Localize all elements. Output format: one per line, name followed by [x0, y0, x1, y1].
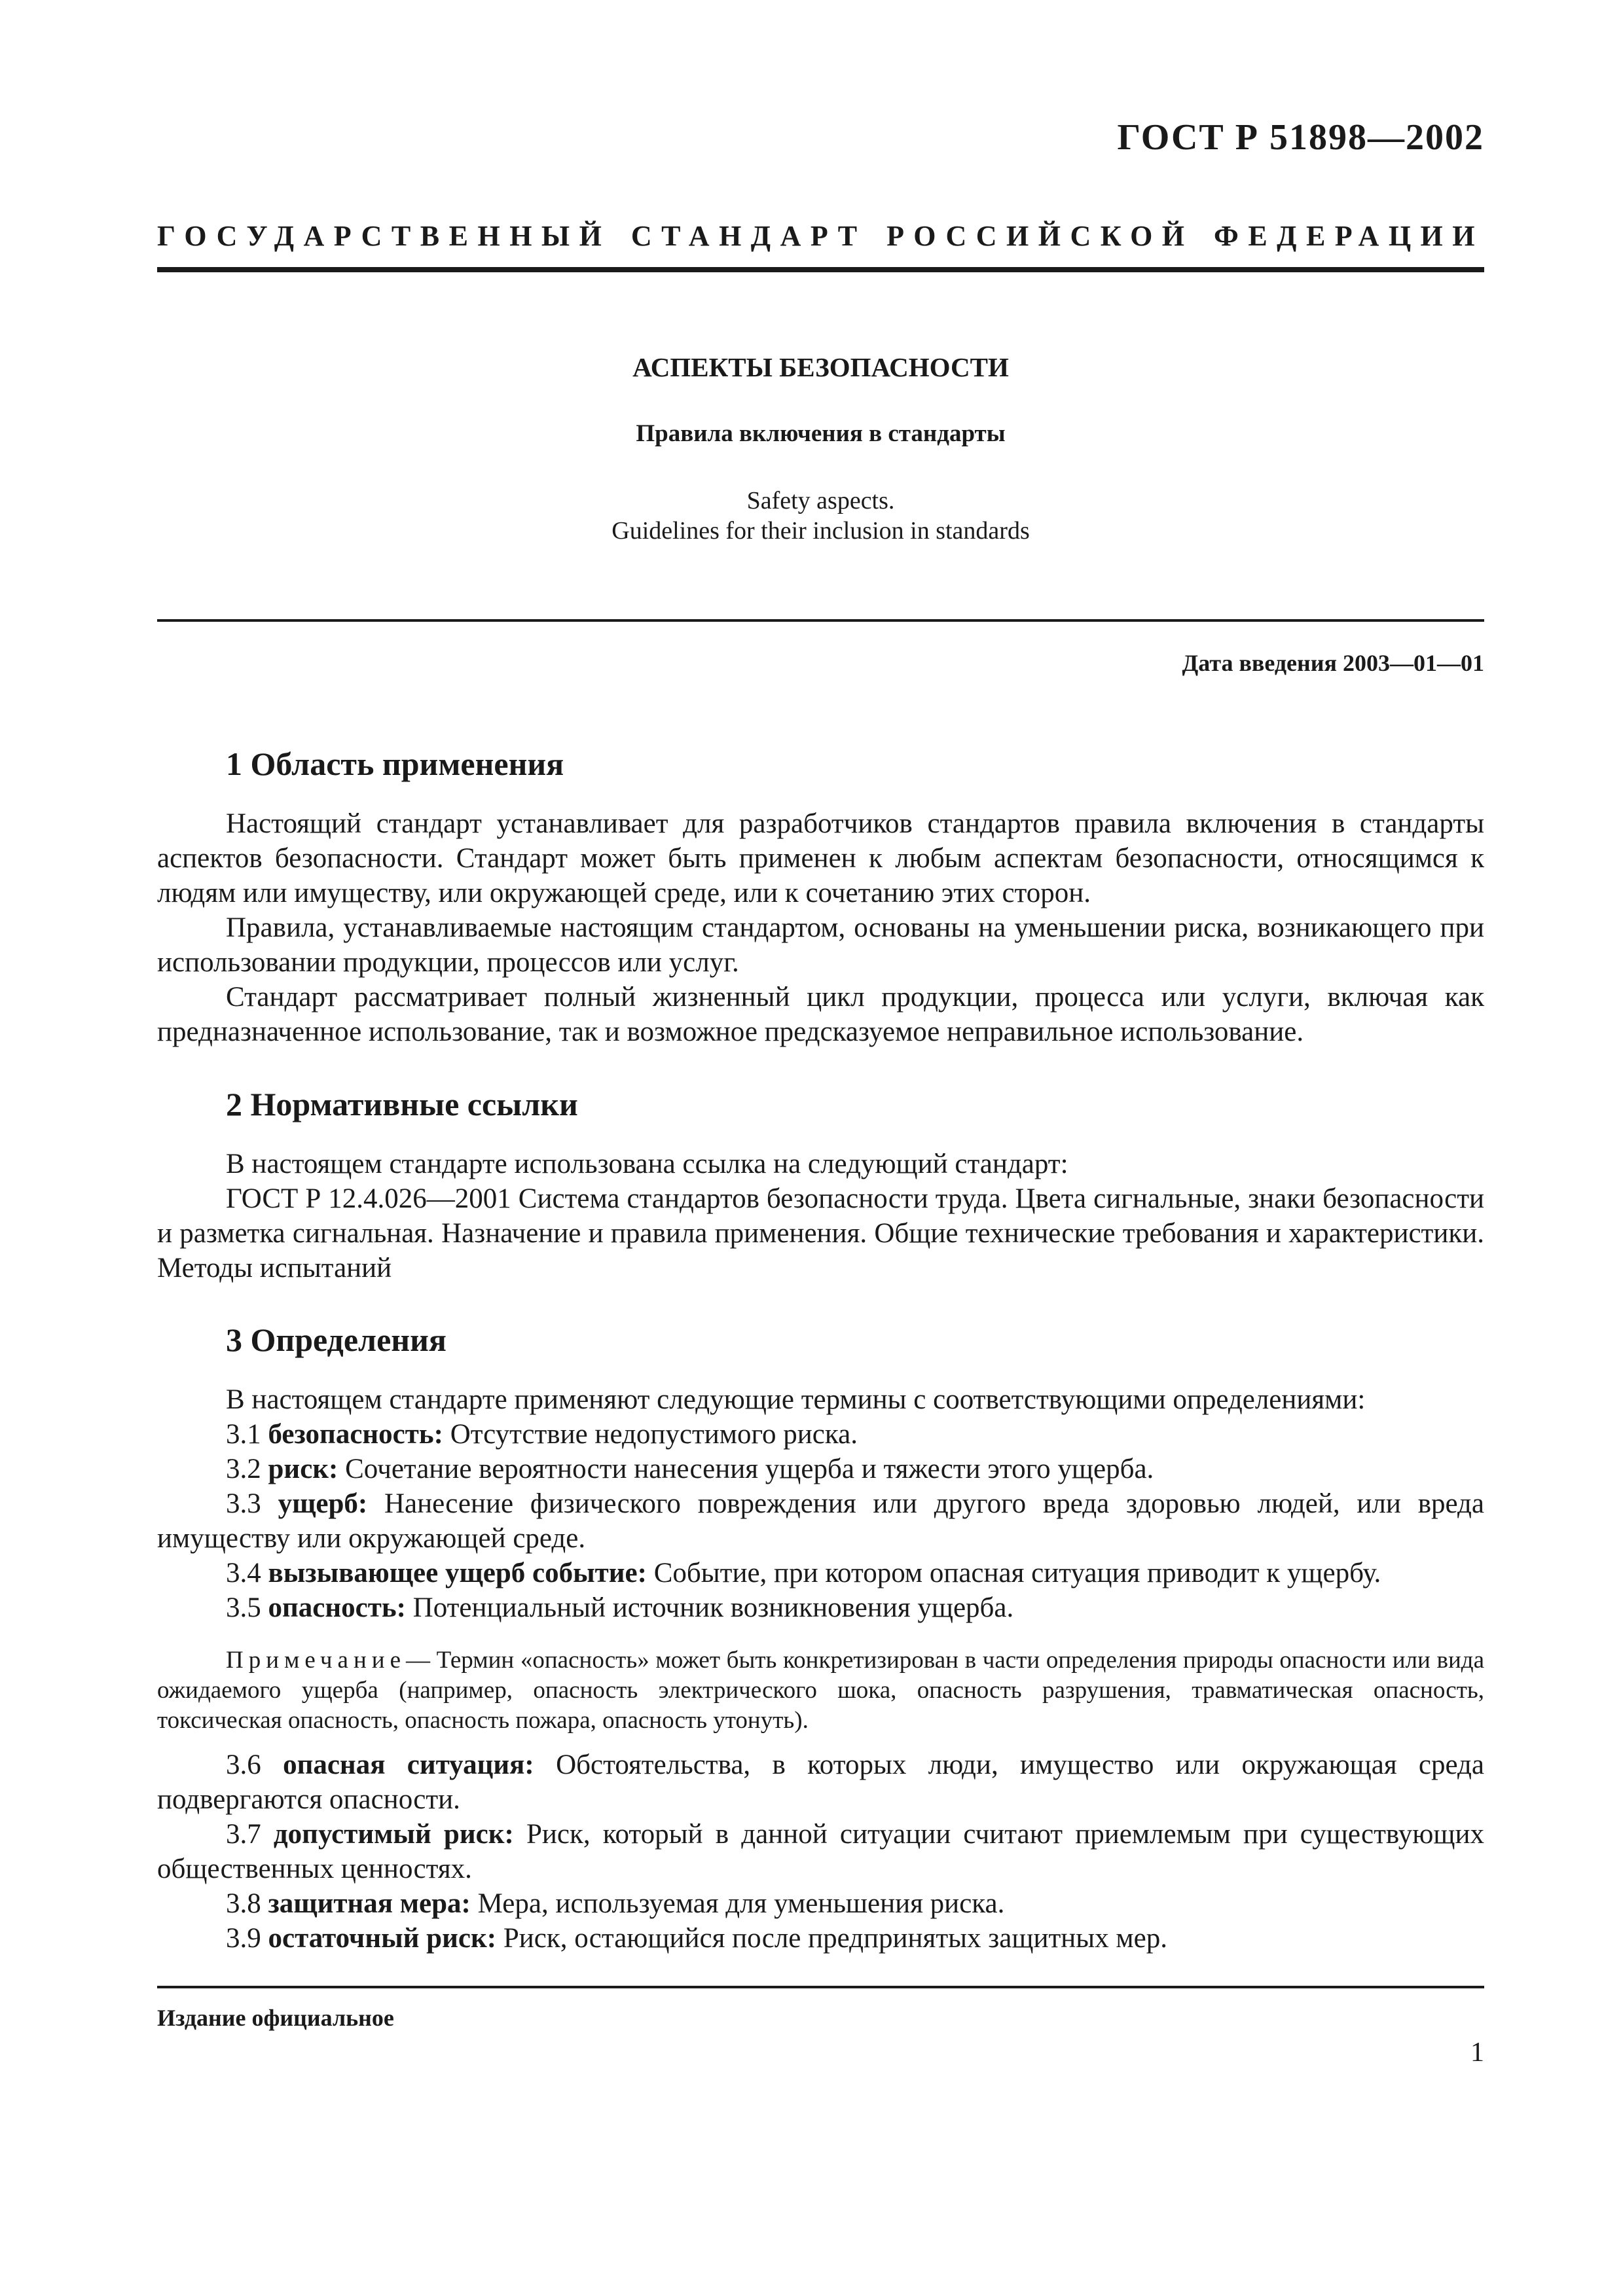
- definition-number: 3.2: [226, 1454, 261, 1484]
- definition-text: Отсутствие недопустимого риска.: [450, 1419, 858, 1450]
- note: [157, 1645, 1484, 1736]
- paragraph: Настоящий стандарт устанавливает для разработчиков стандартов правила включения в стандарты аспектов безопасности. Стандарт может быть применен к любым аспектам безопасности, относящимся к людям или имуществу, или окружающей среде, или к сочетанию этих сторон.: [157, 808, 1484, 908]
- definition-text: Нанесение физического повреждения или другого вреда здоровью людей, или вреда имуществу или окружающей среде.: [157, 1488, 1484, 1554]
- definition-term: безопасность:: [268, 1419, 443, 1450]
- paragraph: Правила, устанавливаемые настоящим стандартом, основаны на уменьшении риска, возникающего при использовании продукции, процессов или услуг.: [157, 912, 1484, 978]
- definition-term: остаточный риск:: [268, 1923, 497, 1954]
- definition-number: 3.8: [226, 1888, 261, 1919]
- definition-item: [157, 1556, 1484, 1590]
- standard-header: ГОСУДАРСТВЕННЫЙ СТАНДАРТ РОССИЙСКОЙ ФЕДЕРАЦИИ: [157, 220, 1484, 252]
- definition-text: Риск, остающийся после предпринятых защитных мер.: [503, 1923, 1167, 1954]
- definition-text: Сочетание вероятности нанесения ущерба и тяжести этого ущерба.: [345, 1454, 1154, 1484]
- definition-number: 3.4: [226, 1558, 261, 1588]
- definition-number: 3.6: [226, 1749, 261, 1780]
- title-divider: [157, 619, 1484, 622]
- edition-label: Издание официальное: [157, 2005, 394, 2031]
- page-number: 1: [1470, 2037, 1484, 2068]
- definition-text: Событие, при котором опасная ситуация приводит к ущербу.: [653, 1558, 1381, 1588]
- section-3-heading: 3 Определения: [226, 1321, 447, 1358]
- definition-term: допустимый риск:: [273, 1819, 514, 1850]
- section-2-heading: 2 Нормативные ссылки: [226, 1086, 578, 1122]
- definition-text: Мера, используемая для уменьшения риска.: [477, 1888, 1005, 1919]
- footer-divider: [157, 1986, 1484, 1988]
- definition-item: [157, 1921, 1484, 1956]
- definition-item: [157, 1590, 1484, 1625]
- document-number: ГОСТ Р 51898—2002: [1117, 117, 1484, 158]
- definition-number: 3.9: [226, 1923, 261, 1954]
- note-label: Примечание: [226, 1647, 406, 1674]
- definition-item: [157, 1817, 1484, 1886]
- document-title: АСПЕКТЫ БЕЗОПАСНОСТИ: [632, 352, 1009, 382]
- definition-number: 3.7: [226, 1819, 261, 1850]
- note-text: — Термин «опасность» может быть конкретизирован в части определения природы опасности или вида ожидаемого ущерба (например, опасность электрического шока, опасность разрушения, травматическая опасность, токсическая опасность, опасность пожара, опасность утонуть).: [157, 1647, 1484, 1734]
- english-title-line-2: Guidelines for their inclusion in standards: [611, 517, 1030, 545]
- paragraph: В настоящем стандарте использована ссылка на следующий стандарт:: [226, 1149, 1068, 1179]
- definition-item: [157, 1417, 1484, 1452]
- definition-item: [157, 1748, 1484, 1817]
- definition-number: 3.1: [226, 1419, 261, 1450]
- definition-number: 3.3: [226, 1488, 261, 1519]
- section-3-definitions-b: [157, 1748, 1484, 1956]
- english-title-line-1: Safety aspects.: [746, 487, 895, 514]
- paragraph: Стандарт рассматривает полный жизненный цикл продукции, процесса или услуги, включая как предназначенное использование, так и возможное предсказуемое неправильное использование.: [157, 982, 1484, 1047]
- definition-term: защитная мера:: [268, 1888, 471, 1919]
- definition-term: опасная ситуация:: [283, 1749, 534, 1780]
- definition-item: [157, 1886, 1484, 1921]
- definition-item: [157, 1486, 1484, 1556]
- paragraph: В настоящем стандарте применяют следующие термины с соответствующими определениями:: [226, 1384, 1366, 1415]
- header-divider: [157, 267, 1484, 272]
- definition-term: вызывающее ущерб событие:: [268, 1558, 647, 1588]
- definition-term: риск:: [268, 1454, 338, 1484]
- section-2-body: [157, 1147, 1484, 1285]
- definition-item: [157, 1452, 1484, 1486]
- normative-reference: ГОСТ Р 12.4.026—2001 Система стандартов безопасности труда. Цвета сигнальные, знаки безопасности и разметка сигнальная. Назначение и правила применения. Общие технические требования и характеристики. Методы испытаний: [157, 1183, 1484, 1283]
- definition-text: Потенциальный источник возникновения ущерба.: [412, 1592, 1014, 1623]
- definition-term: ущерб:: [278, 1488, 368, 1519]
- introduction-date: Дата введения 2003—01—01: [1182, 650, 1484, 676]
- section-1-body: [157, 806, 1484, 1049]
- definition-term: опасность:: [268, 1592, 406, 1623]
- definition-text: Обстоятельства, в которых люди, имущество или окружающая среда подвергаются опасности.: [157, 1749, 1485, 1815]
- section-1-heading: 1 Область применения: [226, 745, 564, 782]
- document-subtitle: Правила включения в стандарты: [636, 420, 1006, 447]
- definition-text: Риск, который в данной ситуации считают приемлемым при существующих общественных ценностях.: [157, 1819, 1484, 1884]
- english-title: [157, 486, 1484, 546]
- section-3-definitions-a: [157, 1382, 1484, 1625]
- definition-number: 3.5: [226, 1592, 261, 1623]
